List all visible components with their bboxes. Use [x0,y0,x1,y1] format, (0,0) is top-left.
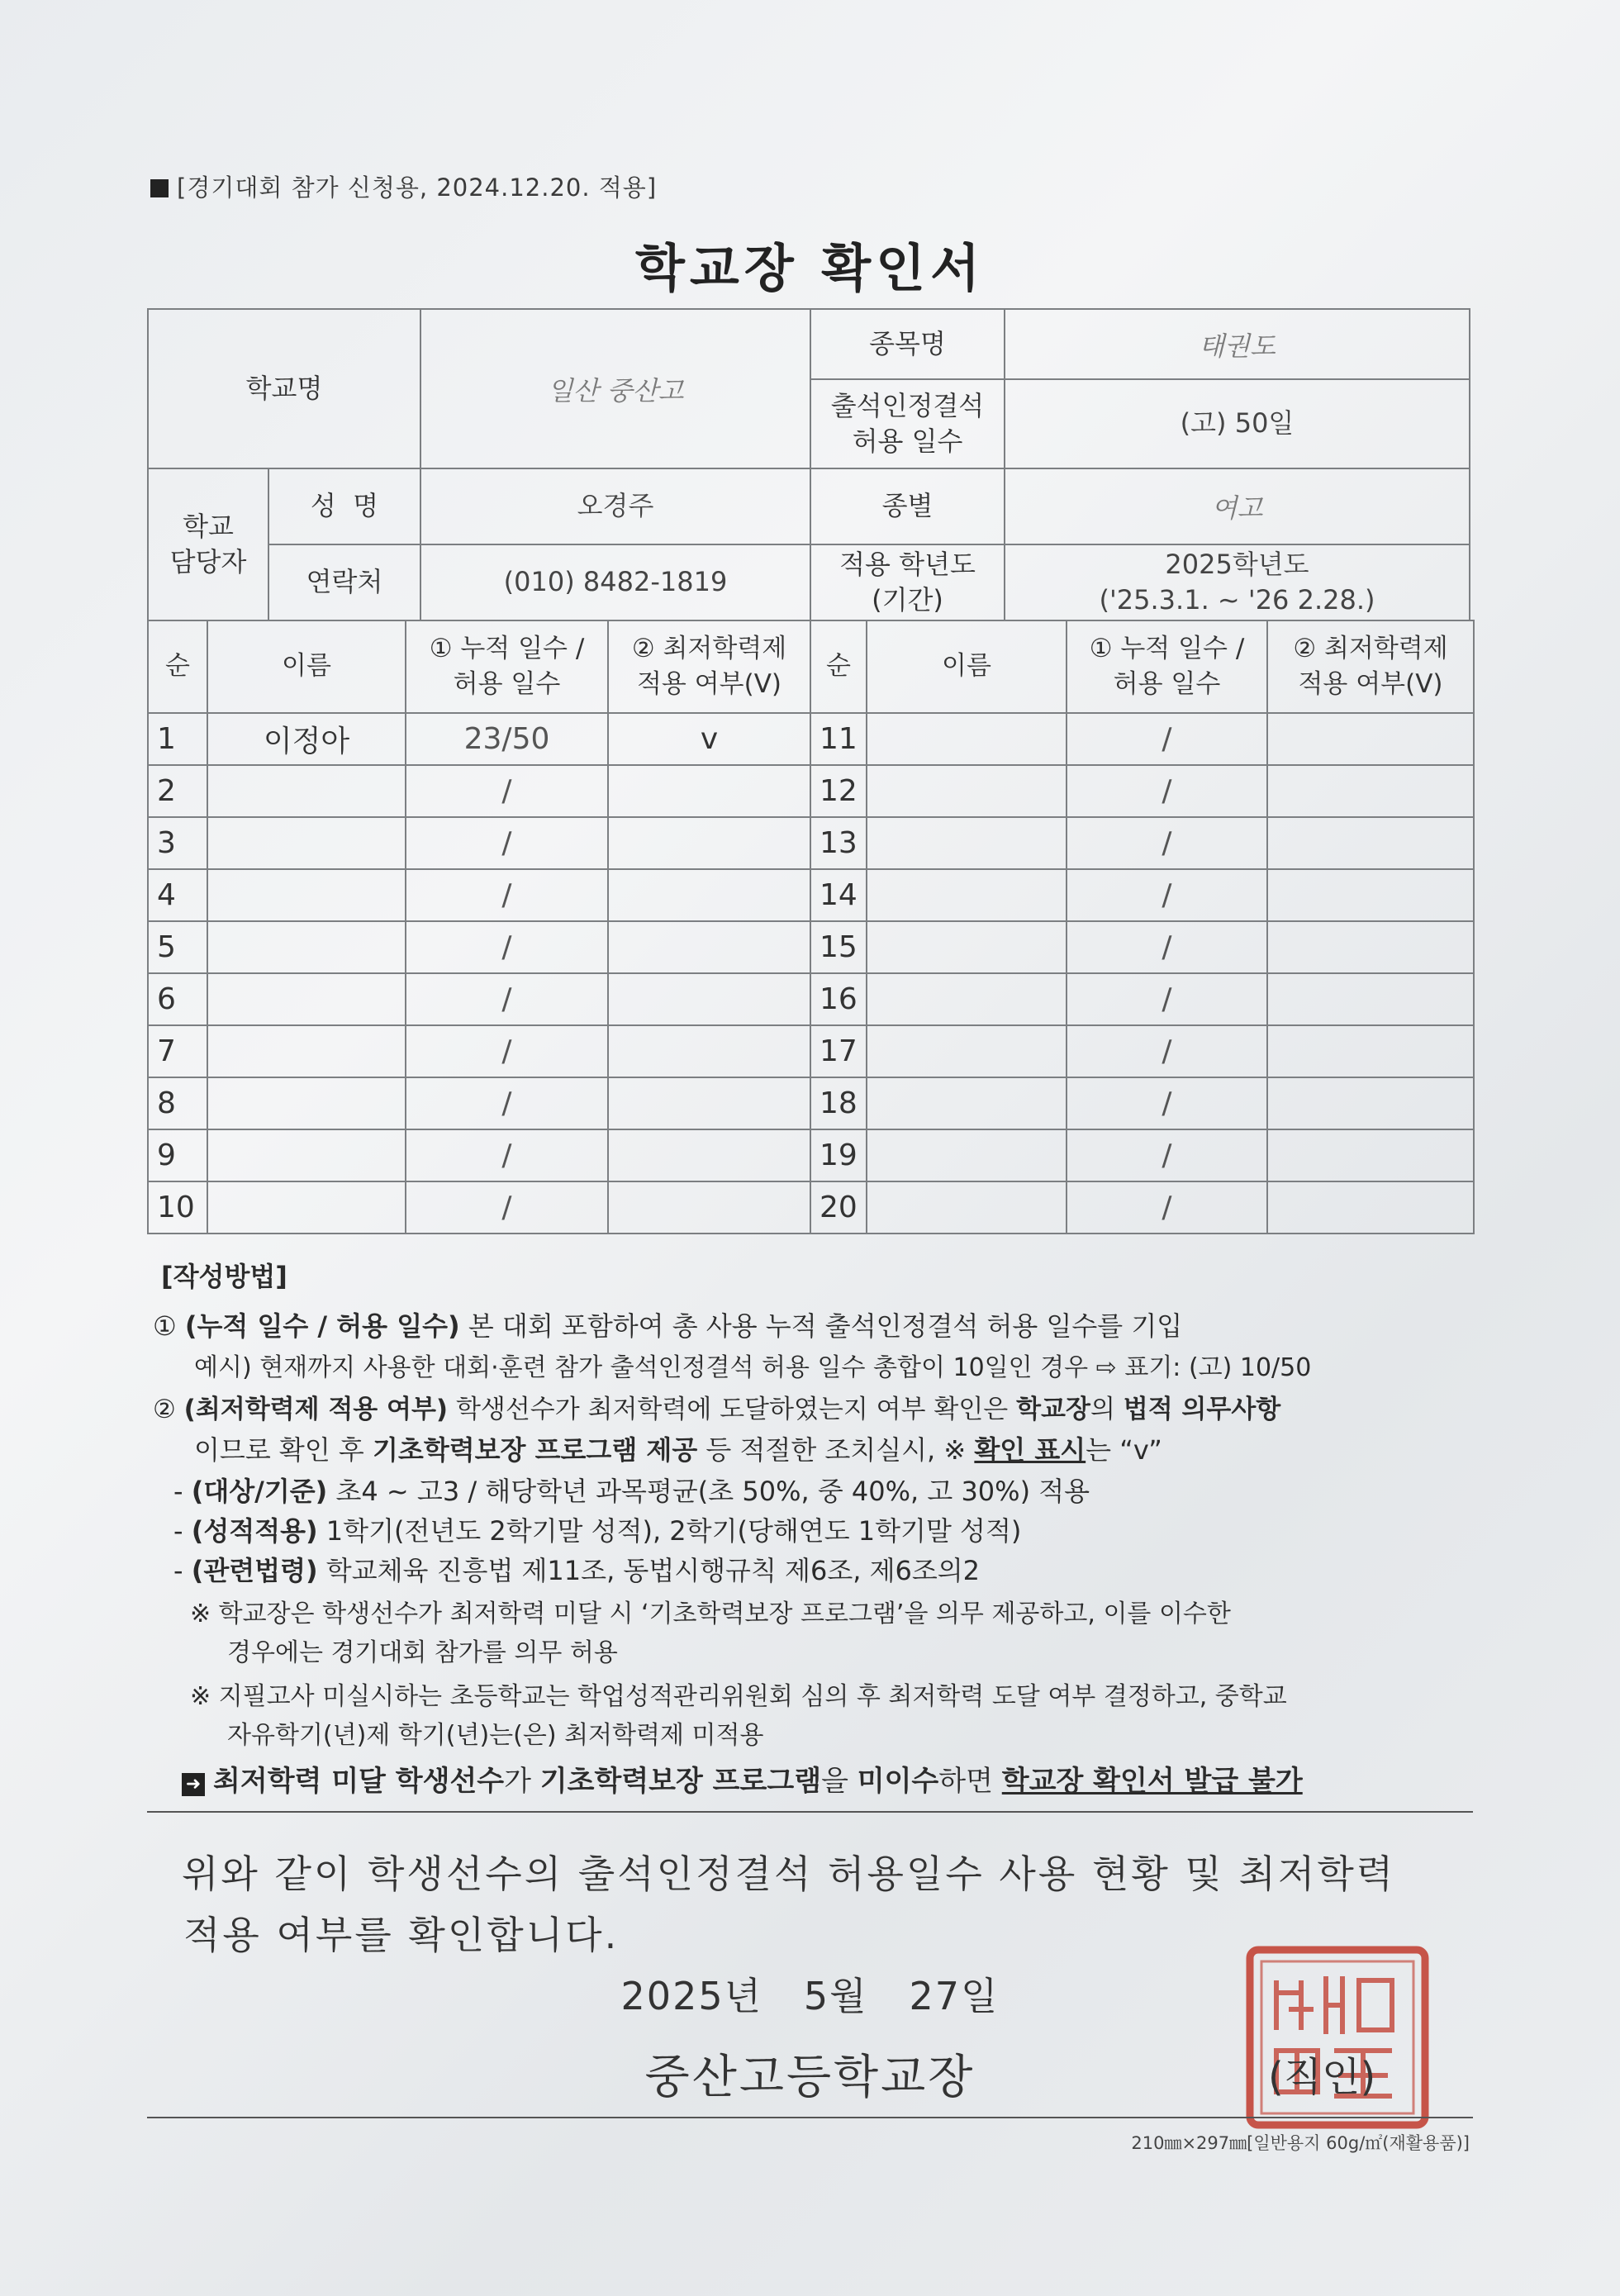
official-seal-icon [1243,1943,1432,2132]
row-days: / [1067,817,1267,869]
note-1-line1: ※ 학교장은 학생선수가 최저학력 미달 시 ‘기초학력보장 프로그램’을 의무 제공하고, 이를 이수한 [190,1600,1231,1628]
row-days: / [1067,921,1267,973]
row-no: 20 [810,1181,867,1234]
row-no: 12 [810,765,867,817]
table-row [148,921,1474,973]
row-no: 4 [148,869,207,921]
page-title: 학교장 확인서 [635,238,985,298]
row-name [867,765,1067,817]
row-name [207,869,406,921]
school-label: 학교명 [148,309,420,468]
row-days: / [1067,713,1267,765]
row-name [867,921,1067,973]
header-no: 순 [148,620,207,713]
sport-value: 태권도 [1005,309,1470,379]
row-check [1267,921,1474,973]
warning-arrow-icon: ➜ [182,1773,205,1796]
instructions-heading: [작성방법] [161,1261,287,1292]
row-name [867,817,1067,869]
allowed-days-value: (고) 50일 [1005,379,1470,468]
row-name [207,1181,406,1234]
row-check [1267,1025,1474,1077]
seal-label: (직인) [1268,2054,1376,2100]
row-name [207,973,406,1025]
note-2-line1: ※ 지필고사 미실시하는 초등학교는 학업성적관리위원회 심의 후 최저학력 도달 여부 결정하고, 중학교 [190,1682,1287,1711]
issue-date: 2025년 5월 27일 [620,1974,1000,2018]
warning-line: ➜ 최저학력 미달 학생선수가 기초학력보장 프로그램을 미이수하면 학교장 확인서 발급 불가 [182,1758,1303,1799]
note-1-line2: 경우에는 경기대회 참가를 의무 허용 [227,1638,618,1667]
year-value: 2025학년도 ('25.3.1. ~ '26 2.28.) [1005,544,1470,620]
roster-header-row [148,620,1474,713]
table-row [148,1077,1474,1129]
row-check [608,1077,810,1129]
instruction-1: ① (누적 일수 / 허용 일수) 본 대회 포함하여 총 사용 누적 출석인정결석 허용 일수를 기입 [153,1310,1183,1342]
row-days: / [406,1077,608,1129]
row-check [1267,817,1474,869]
row-name [867,713,1067,765]
row-name: 이정아 [207,713,406,765]
row-no: 13 [810,817,867,869]
row-name [867,973,1067,1025]
confirm-line-1: 위와 같이 학생선수의 출석인정결석 허용일수 사용 현황 및 최저학력 [182,1852,1396,1896]
row-days: / [406,1181,608,1234]
year-label: 적용 학년도 (기간) [810,544,1005,620]
row-check [608,1025,810,1077]
row-days: / [1067,973,1267,1025]
row-check: v [608,713,810,765]
row-name [867,1129,1067,1181]
row-no: 1 [148,713,207,765]
row-no: 19 [810,1129,867,1181]
table-row [148,817,1474,869]
manager-label: 학교 담당자 [148,468,268,620]
row-no: 14 [810,869,867,921]
row-check [608,869,810,921]
row-name [207,817,406,869]
row-check [1267,973,1474,1025]
category-label: 종별 [810,468,1005,544]
row-no: 3 [148,817,207,869]
row-no: 11 [810,713,867,765]
category-value: 여고 [1005,468,1470,544]
row-no: 7 [148,1025,207,1077]
row-days: / [406,765,608,817]
header-min: ② 최저학력제 적용 여부(V) [608,620,810,713]
roster-table [147,620,1475,1234]
row-name [207,1129,406,1181]
header-days: ① 누적 일수 / 허용 일수 [406,620,608,713]
row-days: / [406,869,608,921]
row-no: 5 [148,921,207,973]
row-no: 17 [810,1025,867,1077]
bottom-rule [147,2117,1473,2118]
detail-laws: - (관련법령) 학교체육 진흥법 제11조, 동법시행규칙 제6조, 제6조의2 [173,1555,981,1586]
header-min: ② 최저학력제 적용 여부(V) [1267,620,1474,713]
table-row [148,973,1474,1025]
row-days: / [406,1129,608,1181]
row-check [608,921,810,973]
principal-title: 중산고등학교장 [644,2051,976,2104]
row-check [1267,1181,1474,1234]
instruction-2-line2: 이므로 확인 후 기초학력보장 프로그램 제공 등 적절한 조치실시, ※ 확인 표시는 “v” [194,1434,1162,1466]
row-name [207,1025,406,1077]
row-check [1267,713,1474,765]
row-days: 23/50 [406,713,608,765]
row-check [608,817,810,869]
header-name: 이름 [207,620,406,713]
row-days: / [406,973,608,1025]
row-check [608,1129,810,1181]
header-note: [경기대회 참가 신청용, 2024.12.20. 적용] [150,169,657,203]
instruction-1-example: 예시) 현재까지 사용한 대회·훈련 참가 출석인정결석 허용 일수 총합이 10일인 경우 ⇨ 표기: (고) 10/50 [194,1353,1312,1382]
table-row [148,713,1474,765]
instruction-2: ② (최저학력제 적용 여부) 학생선수가 최저학력에 도달하였는지 여부 확인은 학교장의 법적 의무사항 [153,1395,1281,1424]
row-name [867,1077,1067,1129]
row-name [207,1077,406,1129]
school-value: 일산 중산고 [420,309,810,468]
contact-value: (010) 8482-1819 [420,544,810,620]
row-check [1267,869,1474,921]
sport-label: 종목명 [810,309,1005,379]
row-name [867,1181,1067,1234]
table-row [148,869,1474,921]
row-no: 10 [148,1181,207,1234]
row-days: / [1067,1181,1267,1234]
row-no: 9 [148,1129,207,1181]
row-name [207,765,406,817]
header-no: 순 [810,620,867,713]
name-label: 성 명 [268,468,420,544]
row-days: / [1067,869,1267,921]
row-no: 6 [148,973,207,1025]
row-days: / [406,817,608,869]
row-name [867,869,1067,921]
row-name [867,1025,1067,1077]
row-check [608,1181,810,1234]
header-name: 이름 [867,620,1067,713]
row-name [207,921,406,973]
detail-grades: - (성적적용) 1학기(전년도 2학기말 성적), 2학기(당해연도 1학기말 성적) [173,1515,1022,1547]
row-no: 18 [810,1077,867,1129]
name-value: 오경주 [420,468,810,544]
note-2-line2: 자유학기(년)제 학기(년)는(은) 최저학력제 미적용 [227,1721,764,1750]
row-days: / [1067,1129,1267,1181]
allowed-days-label: 출석인정결석 허용 일수 [810,379,1005,468]
paper-spec-footer: 210㎜×297㎜[일반용지 60g/㎡(재활용품)] [1131,2133,1470,2153]
row-days: / [1067,765,1267,817]
row-check [1267,765,1474,817]
table-row [148,1181,1474,1234]
row-days: / [1067,1077,1267,1129]
row-check [1267,1077,1474,1129]
table-row [148,1025,1474,1077]
table-row [148,765,1474,817]
divider [147,1811,1473,1813]
detail-target: - (대상/기준) 초4 ~ 고3 / 해당학년 과목평균(초 50%, 중 40%, 고 30%) 적용 [173,1476,1090,1507]
row-check [608,973,810,1025]
contact-label: 연락처 [268,544,420,620]
info-table [147,308,1470,621]
row-no: 16 [810,973,867,1025]
header-days: ① 누적 일수 / 허용 일수 [1067,620,1267,713]
confirm-line-2: 적용 여부를 확인합니다. [183,1913,620,1957]
square-bullet-icon [150,179,169,197]
row-no: 15 [810,921,867,973]
row-no: 8 [148,1077,207,1129]
table-row [148,1129,1474,1181]
row-days: / [406,1025,608,1077]
row-days: / [406,921,608,973]
row-check [1267,1129,1474,1181]
row-days: / [1067,1025,1267,1077]
row-check [608,765,810,817]
row-no: 2 [148,765,207,817]
